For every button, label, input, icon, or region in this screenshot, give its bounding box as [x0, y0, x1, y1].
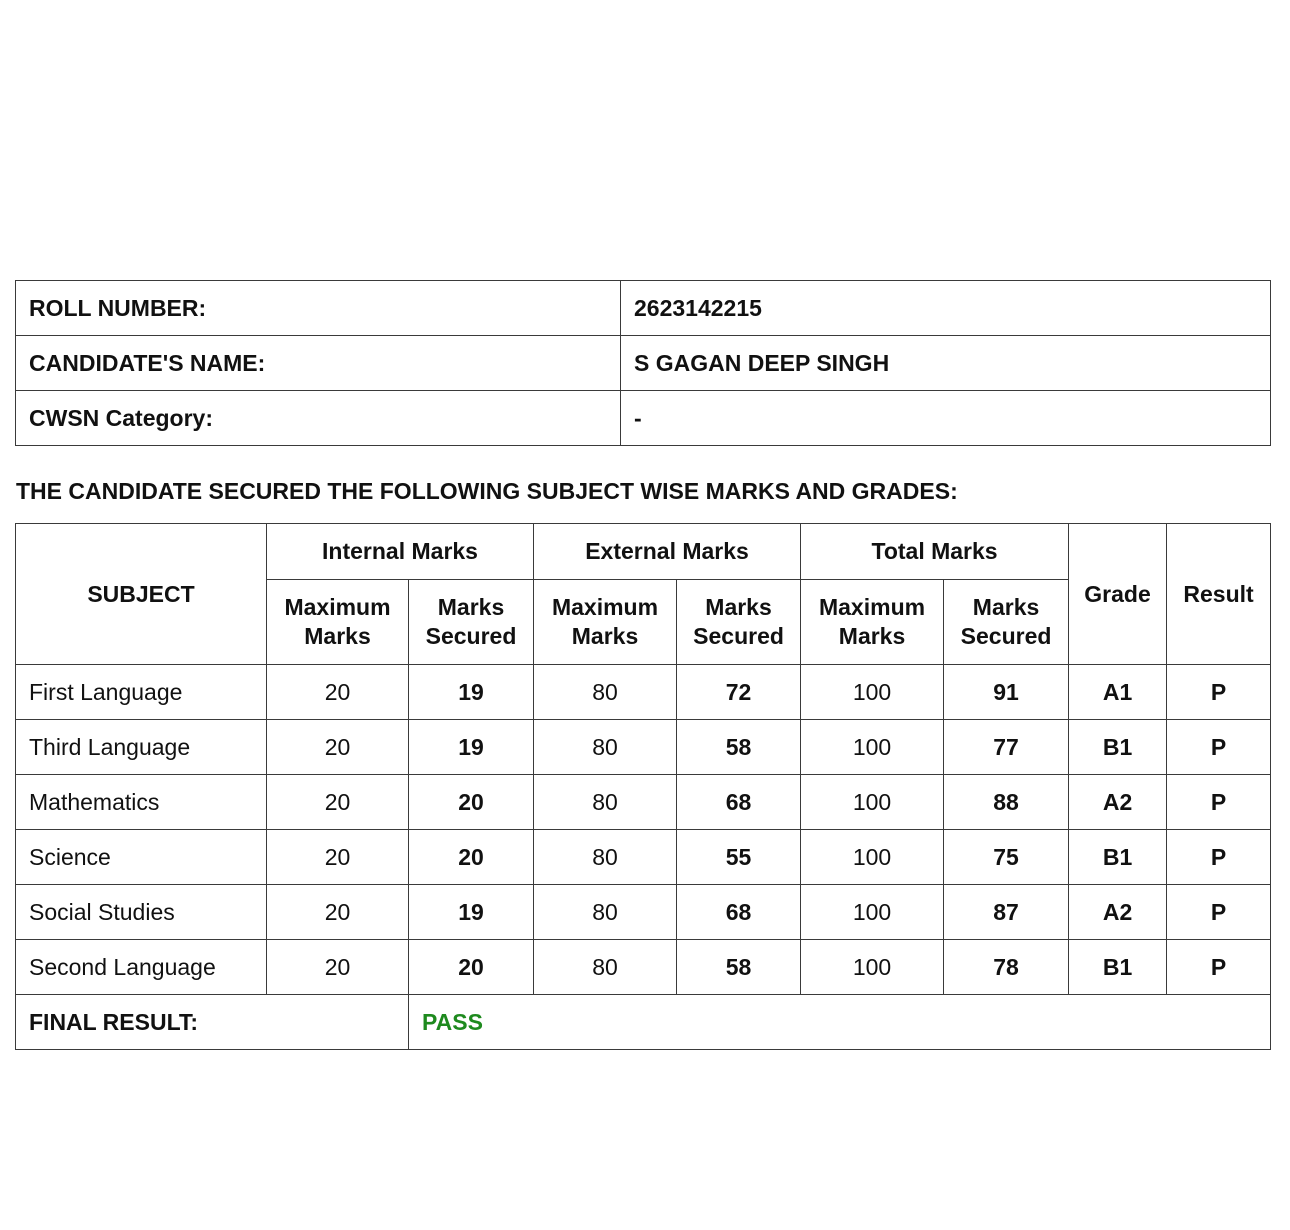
subject-cell: Third Language	[16, 720, 267, 775]
internal-max-cell: 20	[267, 940, 409, 995]
external-secured-header	[677, 580, 801, 665]
subject-cell: Science	[16, 830, 267, 885]
external-secured-cell: 58	[677, 940, 801, 995]
subject-cell: Social Studies	[16, 885, 267, 940]
internal-max-cell: 20	[267, 720, 409, 775]
internal-secured-header	[409, 580, 534, 665]
total-max-cell: 100	[801, 940, 944, 995]
external-max-cell: 80	[534, 775, 677, 830]
table-row	[16, 940, 1271, 995]
sec-line1: Marks	[437, 594, 505, 620]
total-secured-cell: 75	[944, 830, 1069, 885]
max-line1: Maximum	[551, 594, 659, 620]
candidate-name-value: S GAGAN DEEP SINGH	[621, 336, 1271, 391]
external-secured-cell: 58	[677, 720, 801, 775]
external-max-cell: 80	[534, 940, 677, 995]
max-line2: Marks	[571, 623, 639, 649]
external-secured-cell: 72	[677, 665, 801, 720]
sec-line2: Secured	[425, 623, 517, 649]
total-max-header	[801, 580, 944, 665]
internal-secured-cell: 20	[409, 940, 534, 995]
result-cell: P	[1167, 885, 1271, 940]
sec-line1: Marks	[705, 594, 772, 620]
total-max-cell: 100	[801, 720, 944, 775]
total-max-cell: 100	[801, 775, 944, 830]
final-result-value: PASS	[409, 995, 1271, 1050]
total-secured-cell: 91	[944, 665, 1069, 720]
result-cell: P	[1167, 720, 1271, 775]
external-max-cell: 80	[534, 665, 677, 720]
subject-header: SUBJECT	[16, 524, 267, 665]
subject-cell: First Language	[16, 665, 267, 720]
max-line1: Maximum	[818, 594, 926, 620]
table-row	[16, 665, 1271, 720]
subject-cell: Mathematics	[16, 775, 267, 830]
roll-number-row	[16, 281, 1271, 336]
internal-marks-header: Internal Marks	[267, 524, 534, 580]
result-cell: P	[1167, 940, 1271, 995]
grade-cell: A2	[1069, 775, 1167, 830]
grade-cell: B1	[1069, 940, 1167, 995]
header-row-top	[16, 524, 1271, 580]
candidate-name-row	[16, 336, 1271, 391]
final-result-label: FINAL RESULT:	[16, 995, 409, 1050]
external-max-cell: 80	[534, 720, 677, 775]
marks-table	[15, 523, 1271, 1050]
result-cell: P	[1167, 665, 1271, 720]
sec-line1: Marks	[972, 594, 1040, 620]
cwsn-category-label: CWSN Category:	[16, 391, 621, 446]
subject-cell: Second Language	[16, 940, 267, 995]
total-marks-header: Total Marks	[801, 524, 1069, 580]
result-cell: P	[1167, 775, 1271, 830]
total-max-cell: 100	[801, 665, 944, 720]
internal-secured-cell: 19	[409, 885, 534, 940]
max-line1: Maximum	[284, 594, 391, 620]
final-result-row	[16, 995, 1271, 1050]
sec-line2: Secured	[960, 623, 1052, 649]
total-secured-cell: 88	[944, 775, 1069, 830]
total-secured-cell: 78	[944, 940, 1069, 995]
max-line2: Marks	[304, 623, 371, 649]
table-row	[16, 720, 1271, 775]
roll-number-label: ROLL NUMBER:	[16, 281, 621, 336]
table-row	[16, 775, 1271, 830]
section-heading: THE CANDIDATE SECURED THE FOLLOWING SUBJECT WISE MARKS AND GRADES:	[16, 478, 958, 504]
external-secured-cell: 68	[677, 885, 801, 940]
cwsn-category-value: -	[621, 391, 1271, 446]
external-max-cell: 80	[534, 830, 677, 885]
external-max-cell: 80	[534, 885, 677, 940]
candidate-info-table	[15, 280, 1271, 446]
internal-max-cell: 20	[267, 885, 409, 940]
grade-cell: B1	[1069, 830, 1167, 885]
total-secured-cell: 87	[944, 885, 1069, 940]
internal-max-cell: 20	[267, 665, 409, 720]
cwsn-category-row	[16, 391, 1271, 446]
grade-cell: A1	[1069, 665, 1167, 720]
candidate-name-label: CANDIDATE'S NAME:	[16, 336, 621, 391]
total-secured-cell: 77	[944, 720, 1069, 775]
internal-secured-cell: 20	[409, 775, 534, 830]
internal-max-cell: 20	[267, 830, 409, 885]
grade-cell: B1	[1069, 720, 1167, 775]
internal-secured-cell: 19	[409, 665, 534, 720]
sec-line2: Secured	[693, 623, 784, 649]
roll-number-value: 2623142215	[621, 281, 1271, 336]
external-secured-cell: 68	[677, 775, 801, 830]
result-header: Result	[1167, 524, 1271, 665]
grade-header: Grade	[1069, 524, 1167, 665]
result-cell: P	[1167, 830, 1271, 885]
total-secured-header	[944, 580, 1069, 665]
total-max-cell: 100	[801, 885, 944, 940]
max-line2: Marks	[838, 623, 906, 649]
table-row	[16, 830, 1271, 885]
grade-cell: A2	[1069, 885, 1167, 940]
external-secured-cell: 55	[677, 830, 801, 885]
internal-secured-cell: 20	[409, 830, 534, 885]
total-max-cell: 100	[801, 830, 944, 885]
internal-secured-cell: 19	[409, 720, 534, 775]
internal-max-header	[267, 580, 409, 665]
table-row	[16, 885, 1271, 940]
external-max-header	[534, 580, 677, 665]
internal-max-cell: 20	[267, 775, 409, 830]
external-marks-header: External Marks	[534, 524, 801, 580]
